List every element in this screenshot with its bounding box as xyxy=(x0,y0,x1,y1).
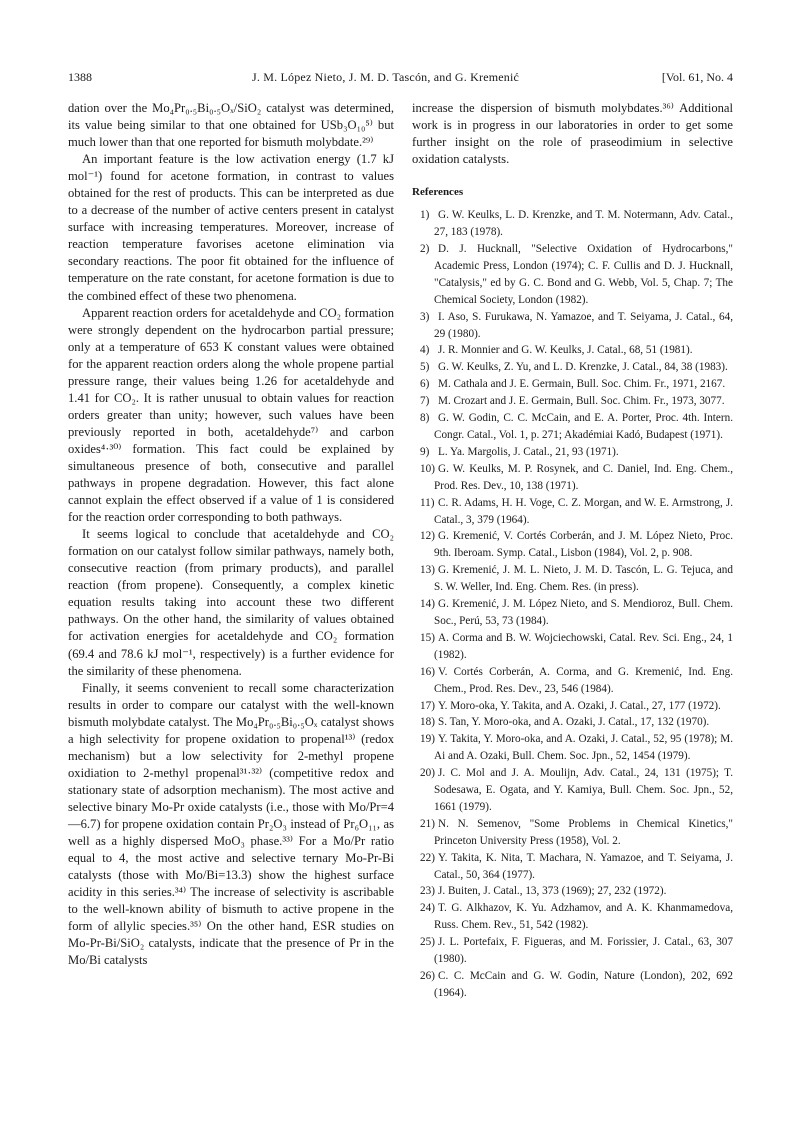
reference-text: M. Crozart and J. E. Germain, Bull. Soc. Chim. Fr., 1973, 3077. xyxy=(438,395,725,408)
reference-number: 22) xyxy=(420,851,435,864)
reference-text: N. N. Semenov, "Some Problems in Chemical Kinetics," Princeton University Press (1958), Vol. 2. xyxy=(434,817,733,847)
reference-number: 13) xyxy=(420,564,435,577)
reference-number: 20) xyxy=(420,767,435,780)
reference-number: 18) xyxy=(420,716,435,729)
reference-text: G. Kremenić, J. M. L. Nieto, J. M. D. Tascón, L. G. Tejuca, and S. W. Weller, Ind. Eng. Chem. Res. (in press). xyxy=(434,564,733,594)
reference-text: T. G. Alkhazov, K. Yu. Adzhamov, and A. K. Khanmamedova, Russ. Chem. Rev., 51, 542 (1982). xyxy=(434,902,733,932)
reference-number: 19) xyxy=(420,733,435,746)
reference-item xyxy=(412,495,733,529)
paragraph-characterization: Finally, it seems convenient to recall some characterization results in order to compare our catalyst with the well-known bismuth molybdate catalyst. The Mo₄Pr₀.₅Bi₀.₅Oₓ catalyst shows a high selectivity for propene oxidation to propenal¹³⁾ (redox mechanism) but a low selectivity for 2-methyl propene oxidiation to 2-methyl propenal³¹·³²⁾ (competitive redox and stationary state of adsorption mechanism). The most active and selective binary Mo-Pr oxide catalysts (i.e., those with Mo/Pr=4—6.7) for propene oxidation contain Pr₂O₃ instead of Pr₆O₁₁, as well as a highly dispersed MoO₃ phase.³³⁾ For a Mo/Pr ratio equal to 4, the most active and selective ternary Mo-Pr-Bi catalysts (those with Mo/Bi=13.3) show the highest surface acidity in this series.³⁴⁾ The increase of selectivity is ascribable to the well-known ability of bismuth to active propene in the form of allylic species.³⁵⁾ On the other hand, ESR studies on Mo-Pr-Bi/SiO₂ catalysts, indicate that the presence of Pr in the Mo/Bi catalysts xyxy=(68,680,394,968)
reference-text: G. W. Keulks, M. P. Rosynek, and C. Daniel, Ind. Eng. Chem., Prod. Res. Dev., 10, 138 (1971). xyxy=(434,462,733,492)
reference-item xyxy=(412,359,733,376)
reference-item xyxy=(412,714,733,731)
reference-text: G. W. Godin, C. C. McCain, and E. A. Porter, Proc. 4th. Intern. Congr. Catal., Vol. 1, p. 271; Akadémiai Kadó, Budapest (1971). xyxy=(434,412,733,442)
reference-number: 12) xyxy=(420,530,435,543)
reference-text: G. W. Keulks, Z. Yu, and L. D. Krenzke, J. Catal., 84, 38 (1983). xyxy=(438,361,728,374)
reference-item xyxy=(412,393,733,410)
reference-text: J. R. Monnier and G. W. Keulks, J. Catal., 68, 51 (1981). xyxy=(438,344,693,357)
paragraph-conclusion: increase the dispersion of bismuth molybdates.³⁶⁾ Additional work is in progress in our laboratories in order to get some further insight on the role of praseodimium in selective oxidation catalysts. xyxy=(412,101,733,167)
reference-item xyxy=(412,241,733,309)
reference-item xyxy=(412,342,733,359)
reference-number: 21) xyxy=(420,817,435,830)
reference-text: J. Buiten, J. Catal., 13, 373 (1969); 27, 232 (1972). xyxy=(438,885,667,898)
reference-number: 8) xyxy=(420,412,430,425)
page-number: 1388 xyxy=(68,69,92,84)
reference-number: 4) xyxy=(420,344,430,357)
reference-item xyxy=(412,528,733,562)
reference-number: 17) xyxy=(420,699,435,712)
reference-text: J. C. Mol and J. A. Moulijn, Adv. Catal., 24, 131 (1975); T. Sodesawa, E. Ogata, and Y. Kamiya, Bull. Chem. Soc. Jpn., 52, 1661 (1979). xyxy=(434,767,733,813)
reference-item xyxy=(412,410,733,444)
reference-text: Y. Takita, K. Nita, T. Machara, N. Yamazoe, and T. Seiyama, J. Catal., 50, 364 (1977). xyxy=(434,851,733,881)
reference-text: G. Kremenić, J. M. López Nieto, and S. Mendioroz, Bull. Chem. Soc., Perú, 53, 73 (1984). xyxy=(434,598,733,627)
reference-item xyxy=(412,444,733,461)
reference-item xyxy=(412,309,733,343)
volume-issue: [Vol. 61, No. 4 xyxy=(661,69,733,84)
reference-item xyxy=(412,698,733,715)
reference-item xyxy=(412,934,733,968)
reference-number: 2) xyxy=(420,243,430,256)
reference-item xyxy=(412,731,733,765)
reference-number: 1) xyxy=(420,209,430,222)
reference-item xyxy=(412,461,733,495)
reference-number: 26) xyxy=(420,970,435,983)
reference-number: 16) xyxy=(420,665,435,678)
reference-text: G. Kremenić, V. Cortés Corberán, and J. M. López Nieto, Proc. 9th. Iberoam. Symp. Catal., Lisbon (1984), Vol. 2, p. 908. xyxy=(434,530,733,560)
reference-item xyxy=(412,562,733,596)
reference-number: 14) xyxy=(420,598,435,611)
reference-number: 9) xyxy=(420,445,430,458)
reference-text: V. Cortés Corberán, A. Corma, and G. Kremenić, Ind. Eng. Chem., Prod. Res. Dev., 23, 546 (1984). xyxy=(434,665,733,695)
reference-number: 24) xyxy=(420,902,435,915)
paragraph-activation-energy: An important feature is the low activation energy (1.7 kJ mol⁻¹) found for acetone formation, in contrast to values obtained for the rest of products. This can be interpreted as due to a decrease of the number of active centers present in catalyst surface with increasing temperatures. Moreover, increase of reaction temperature favorises acetone elimination via secondary reactions. The poor fit obtained for the influence of temperature on the rate constant, for acetone formation is due to the combined effect of these two phenomena. xyxy=(68,152,394,303)
reference-item xyxy=(412,900,733,934)
running-header xyxy=(68,68,733,86)
reference-number: 10) xyxy=(420,462,435,475)
reference-text: Y. Moro-oka, Y. Takita, and A. Ozaki, J. Catal., 27, 177 (1972). xyxy=(438,699,721,712)
paragraph-reaction-orders: Apparent reaction orders for acetaldehyde and CO₂ formation were strongly dependent on the hydrocarbon partial pressure; only at a temperature of 653 K constant values were obtained for the apparent reaction orders along the whole propene partial pressure range, their values being 1.26 for acetaldehyde and 1.41 for CO₂. It is rather unusual to obtain values for reaction orders greater than unity; however, such values have been previously reported in both, acetaldehyde⁷⁾ and carbon oxides⁴·³⁰⁾ formation. This fact could be explained by simultaneous presence of both, consecutive and parallel pathways in propene degradation. However, this fact alone cannot explain the effect observed if a value of 1 is considered for the reaction order corresponding to both pathways. xyxy=(68,305,394,525)
paragraph-continued: dation over the Mo₄Pr₀.₅Bi₀.₅Oₓ/SiO₂ catalyst was determined, its value being similar to that one obtained for USb₃O₁₀⁵⁾ but much lower than that one reported for bismuth molybdate.²⁹⁾ xyxy=(68,101,394,150)
reference-text: D. J. Hucknall, "Selective Oxidation of Hydrocarbons," Academic Press, London (1974); C. F. Cullis and D. J. Hucknall, "Catalysis," ed by G. C. Bond and G. Webb, Vol. 5, Chap. 7; The Chemical Society, London (1982). xyxy=(434,243,733,306)
reference-item xyxy=(412,630,733,664)
left-column xyxy=(68,100,394,969)
reference-text: L. Ya. Margolis, J. Catal., 21, 93 (1971). xyxy=(438,445,619,458)
reference-item xyxy=(412,596,733,630)
reference-text: G. W. Keulks, L. D. Krenzke, and T. M. Notermann, Adv. Catal., 27, 183 (1978). xyxy=(434,209,733,239)
reference-text: C. R. Adams, H. H. Voge, C. Z. Morgan, and W. E. Armstrong, J. Catal., 3, 379 (1964). xyxy=(434,496,733,526)
reference-text: Y. Takita, Y. Moro-oka, and A. Ozaki, J. Catal., 52, 95 (1978); M. Ai and A. Ozaki, Bull. Chem. Soc. Jpn., 52, 1454 (1979). xyxy=(434,733,733,763)
references-heading: References xyxy=(412,186,464,199)
right-column xyxy=(412,100,733,1002)
reference-text: S. Tan, Y. Moro-oka, and A. Ozaki, J. Catal., 17, 132 (1970). xyxy=(438,716,710,729)
reference-number: 11) xyxy=(420,496,435,509)
reference-item xyxy=(412,968,733,1002)
reference-number: 3) xyxy=(420,310,430,323)
reference-item xyxy=(412,664,733,698)
reference-item xyxy=(412,883,733,900)
running-header-authors: J. M. López Nieto, J. M. D. Tascón, and G. Kremenić xyxy=(251,69,520,84)
reference-number: 7) xyxy=(420,395,430,408)
reference-text: C. C. McCain and G. W. Godin, Nature (London), 202, 692 (1964). xyxy=(434,970,733,999)
reference-number: 23) xyxy=(420,885,435,898)
reference-text: J. L. Portefaix, F. Figueras, and M. Forissier, J. Catal., 63, 307 (1980). xyxy=(434,936,733,966)
reference-text: A. Corma and B. W. Wojciechowski, Catal. Rev. Sci. Eng., 24, 1 (1982). xyxy=(434,631,733,661)
reference-number: 25) xyxy=(420,936,435,949)
reference-number: 15) xyxy=(420,631,435,644)
reference-text: I. Aso, S. Furukawa, N. Yamazoe, and T. Seiyama, J. Catal., 64, 29 (1980). xyxy=(434,310,733,340)
reference-item xyxy=(412,765,733,816)
paragraph-pathways: It seems logical to conclude that acetaldehyde and CO₂ formation on our catalyst follow similar pathways, namely both, consecutive reaction (from primary products), and parallel reaction (from propene). Consequently, a complex kinetic equation results taking into account these two different pathways. On the other hand, the similarity of values obtained for activation energies for acetaldehyde and CO₂ formation (69.4 and 78.6 kJ mol⁻¹, respectively) is a further evidence for the similarity of these phenomena. xyxy=(68,527,394,678)
reference-item xyxy=(412,850,733,884)
reference-number: 5) xyxy=(420,361,430,374)
reference-number: 6) xyxy=(420,378,430,391)
reference-item xyxy=(412,816,733,850)
reference-text: M. Cathala and J. E. Germain, Bull. Soc. Chim. Fr., 1971, 2167. xyxy=(438,378,726,391)
reference-item xyxy=(412,376,733,393)
reference-item xyxy=(412,207,733,241)
reference-list xyxy=(412,207,733,1002)
